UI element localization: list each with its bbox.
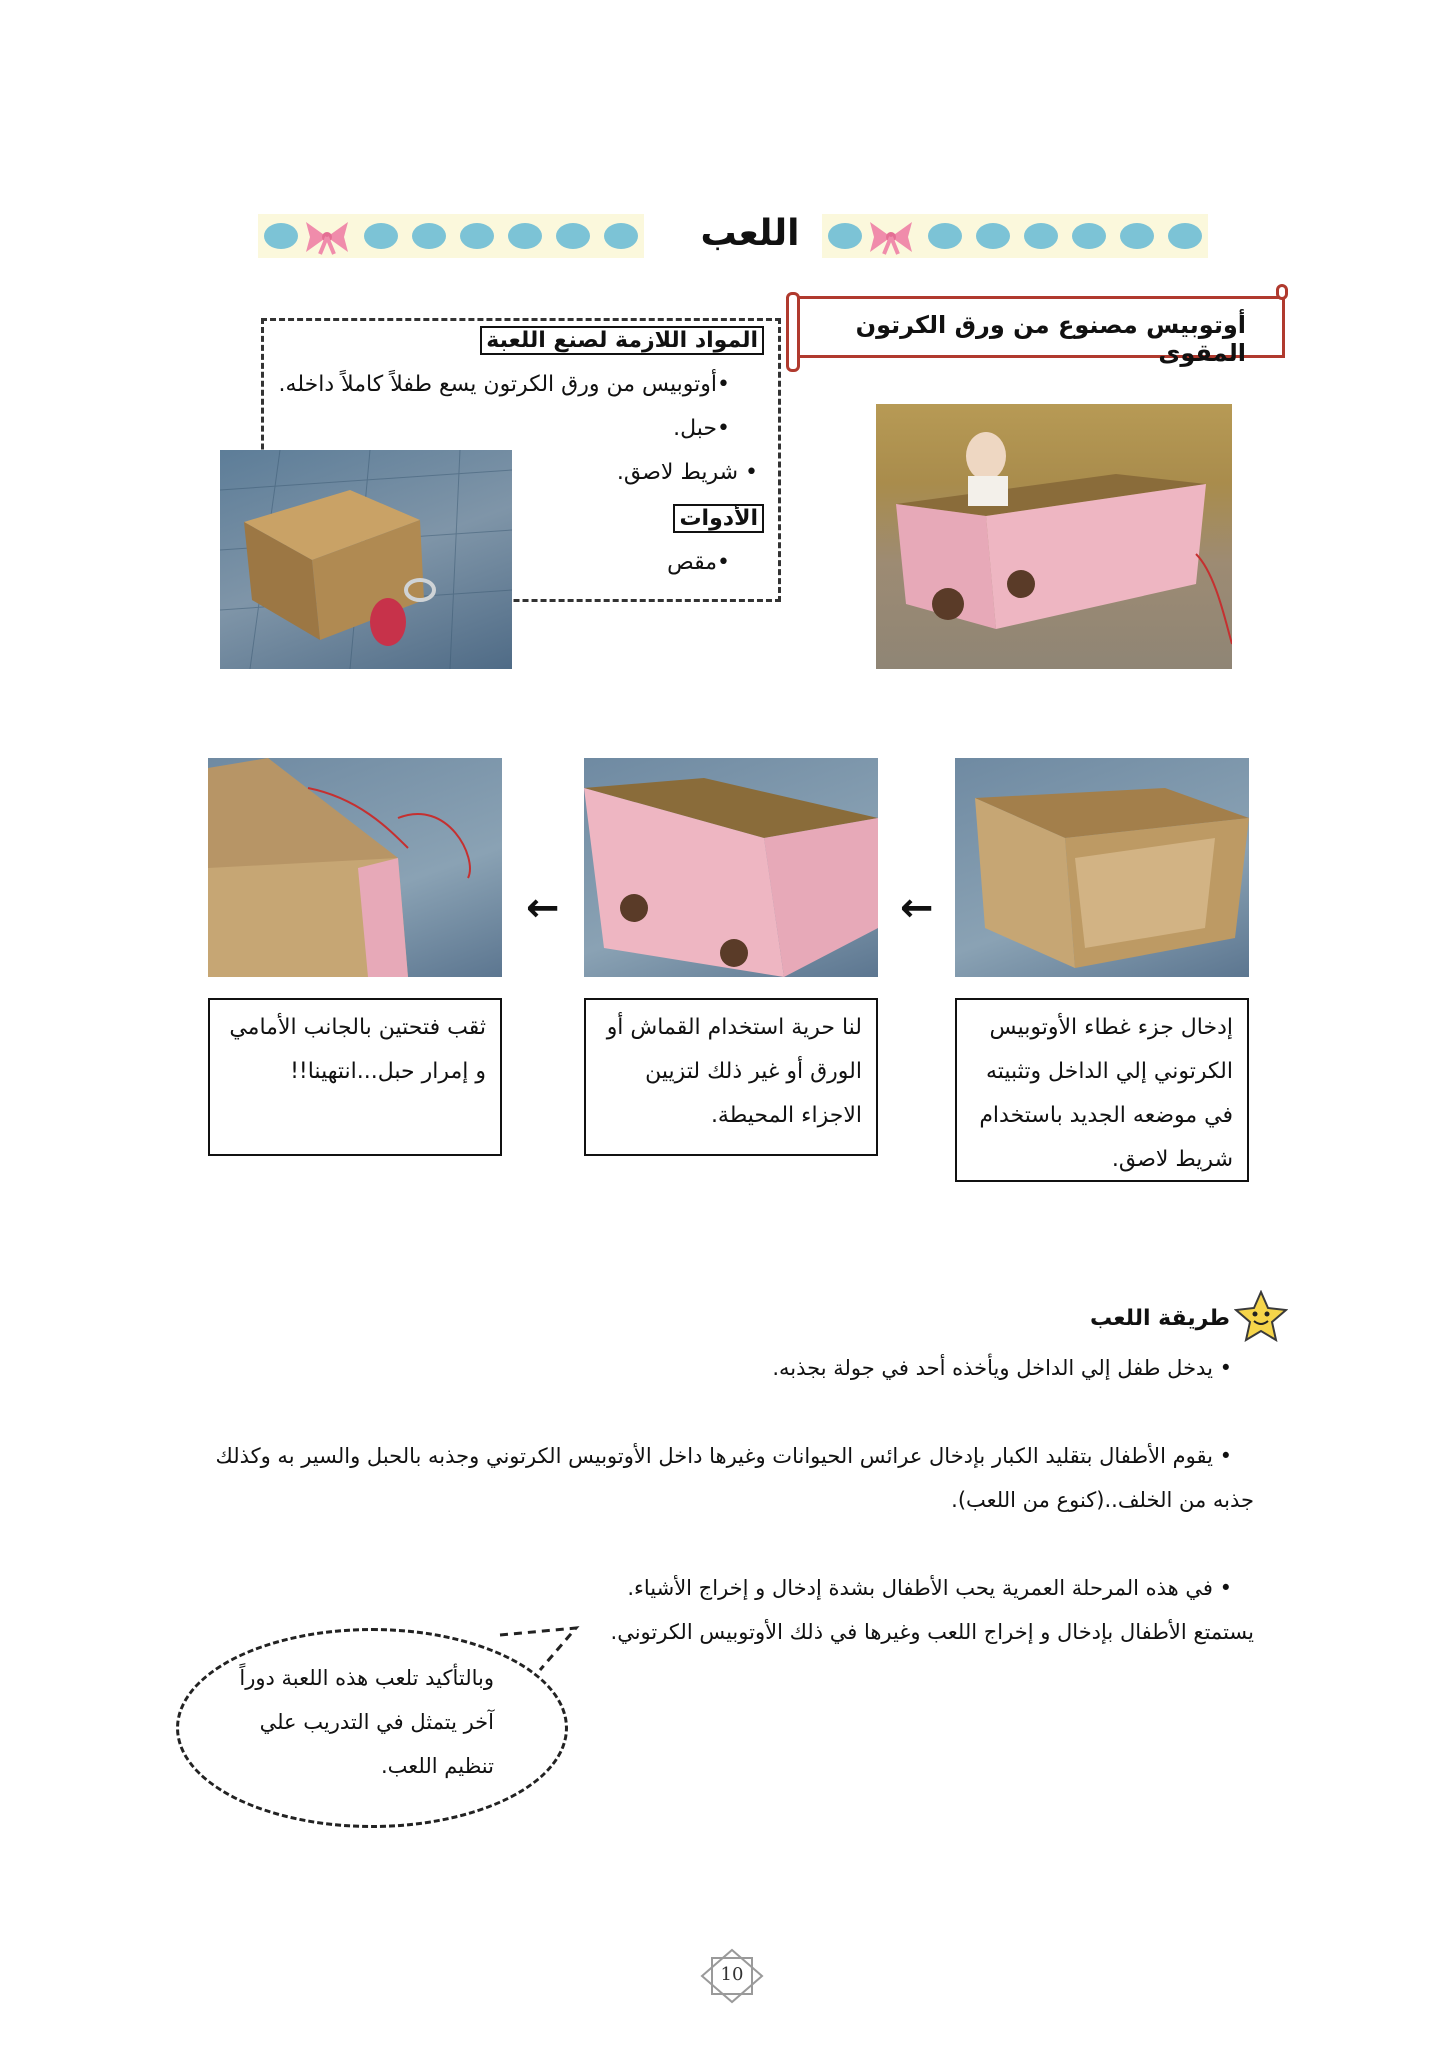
tools-heading: الأدوات bbox=[673, 506, 764, 531]
step-caption-2: لنا حرية استخدام القماش أو الورق أو غير ذلك لتزيين الاجزاء المحيطة. bbox=[584, 998, 878, 1156]
bubble-line: وبالتأكيد تلعب هذه اللعبة دوراً bbox=[239, 1666, 494, 1690]
photo-step-2 bbox=[584, 758, 878, 977]
game-title-banner bbox=[793, 296, 1285, 367]
tools-item: •مقص bbox=[667, 550, 730, 575]
materials-item: • شريط لاصق. bbox=[616, 460, 758, 485]
scroll-curl-icon bbox=[786, 292, 800, 372]
page-title: اللعب bbox=[700, 213, 800, 254]
dot-icon bbox=[412, 223, 446, 249]
page-number-badge bbox=[700, 1948, 764, 2004]
dot-icon bbox=[364, 223, 398, 249]
how-to-play-bullet-continued: يستمتع الأطفال بإدخال و إخراج اللعب وغيرها في ذلك الأوتوبيس الكرتوني. bbox=[610, 1620, 1254, 1644]
how-to-play-bullet: • يدخل طفل إلي الداخل ويأخذه أحد في جولة بجذبه. bbox=[772, 1356, 1232, 1380]
dot-icon bbox=[604, 223, 638, 249]
dot-icon bbox=[508, 223, 542, 249]
step-caption-3: ثقب فتحتين بالجانب الأمامي و إمرار حبل...انتهينا!! bbox=[208, 998, 502, 1156]
dot-icon bbox=[976, 223, 1010, 249]
how-to-play-bullet: • يقوم الأطفال بتقليد الكبار بإدخال عرائس الحيوانات وغيرها داخل الأوتوبيس الكرتوني وجذبه بالحبل والسير به وكذلك bbox=[215, 1444, 1232, 1468]
decorative-band-left bbox=[258, 214, 644, 258]
arrow-left-icon: ← bbox=[900, 885, 934, 931]
dot-icon bbox=[1120, 223, 1154, 249]
step-caption-1: إدخال جزء غطاء الأوتوبيس الكرتوني إلي الداخل وتثبيته في موضعه الجديد باستخدام شريط لاصق. bbox=[955, 998, 1249, 1182]
speech-bubble-tail bbox=[490, 1620, 590, 1680]
photo-step-1 bbox=[955, 758, 1249, 977]
how-to-play-bullet-continued: جذبه من الخلف..(كنوع من اللعب). bbox=[951, 1488, 1254, 1512]
dot-icon bbox=[828, 223, 862, 249]
materials-item: •حبل. bbox=[673, 416, 730, 441]
photo-finished-bus bbox=[876, 404, 1232, 669]
how-to-play-bullet: • في هذه المرحلة العمرية يحب الأطفال بشدة إدخال و إخراج الأشياء. bbox=[627, 1576, 1232, 1600]
page-number: 10 bbox=[720, 1964, 744, 1985]
arrow-left-icon: ← bbox=[526, 885, 560, 931]
star-icon bbox=[1234, 1290, 1288, 1342]
photo-step-3 bbox=[208, 758, 502, 977]
photo-materials bbox=[220, 450, 512, 669]
materials-item: •أوتوبيس من ورق الكرتون يسع طفلاً كاملاً داخله. bbox=[278, 372, 730, 397]
dot-icon bbox=[1024, 223, 1058, 249]
dot-icon bbox=[556, 223, 590, 249]
game-title: أوتوبيس مصنوع من ورق الكرتون المقوى bbox=[855, 311, 1246, 367]
bow-icon bbox=[866, 218, 916, 256]
scroll-curl-icon bbox=[1276, 284, 1288, 300]
bubble-line: آخر يتمثل في التدريب علي bbox=[259, 1710, 494, 1734]
dot-icon bbox=[264, 223, 298, 249]
bow-icon bbox=[302, 218, 352, 256]
materials-heading: المواد اللازمة لصنع اللعبة bbox=[480, 328, 764, 353]
decorative-band-right bbox=[822, 214, 1208, 258]
dot-icon bbox=[1072, 223, 1106, 249]
dot-icon bbox=[460, 223, 494, 249]
how-to-play-heading: طريقة اللعب bbox=[1090, 1306, 1230, 1331]
bubble-line: تنظيم اللعب. bbox=[380, 1754, 494, 1778]
dot-icon bbox=[928, 223, 962, 249]
dot-icon bbox=[1168, 223, 1202, 249]
